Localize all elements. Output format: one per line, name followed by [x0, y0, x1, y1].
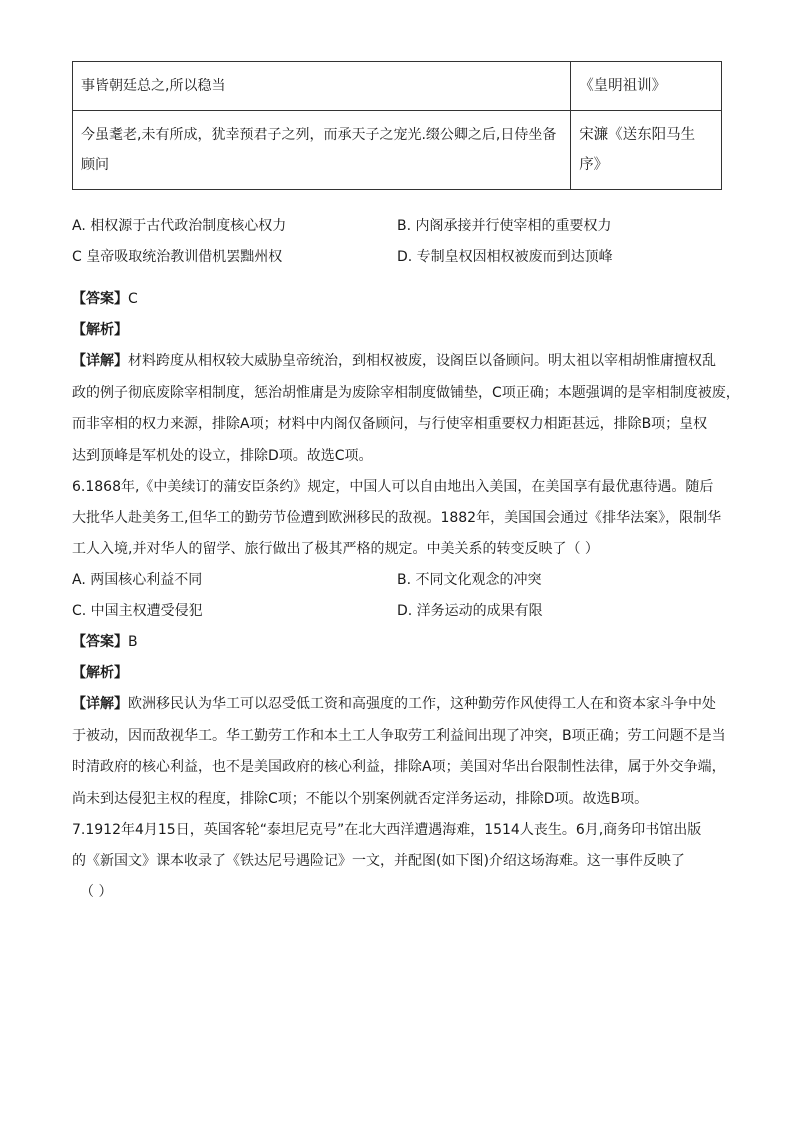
option-b: B. 不同文化观念的冲突 — [397, 572, 542, 588]
question-stem: 工人入境,并对华人的留学、旅行做出了极其严格的规定。中美关系的转变反映了（ ） — [72, 541, 599, 557]
question-stem: 大批华人赴美务工,但华工的勤劳节俭遭到欧洲移民的敌视。1882年，美国国会通过《排华法案》，限制华 — [72, 510, 722, 526]
option-a: A. 两国核心利益不同 — [72, 572, 203, 588]
option-b: B. 内阁承接并行使宰相的重要权力 — [397, 218, 612, 234]
table-cell-source: 宋濂《送东阳马生序》 — [571, 111, 722, 190]
answer-label: 【答案】 — [72, 291, 128, 307]
question-stem: 的《新国文》课本收录了《铁达尼号遇险记》一文，并配图(如下图)介绍这场海难。这一事件反映了 — [72, 853, 685, 869]
answer-line — [72, 288, 138, 308]
detail-line: 政的例子彻底废除宰相制度，惩治胡惟庸是为废除宰相制度做铺垫，C项正确；本题强调的是宰相制度被废， — [72, 385, 740, 401]
option-a: A. 相权源于古代政治制度核心权力 — [72, 218, 287, 234]
question-stem: 6.1868年,《中美续订的蒲安臣条约》规定，中国人可以自由地出入美国，在美国享有最优惠待遇。随后 — [72, 479, 714, 495]
option-c: C. 中国主权遭受侵犯 — [72, 603, 203, 619]
option-d: D. 洋务运动的成果有限 — [397, 603, 543, 619]
answer-value: C — [128, 291, 138, 307]
detail-line: 而非宰相的权力来源，排除A项；材料中内阁仅备顾问，与行使宰相重要权力相距甚远，排除B项；皇权 — [72, 416, 708, 432]
detail-label: 【详解】 — [72, 696, 128, 712]
detail-label: 【详解】 — [72, 353, 128, 369]
detail-line: 【详解】欧洲移民认为华工可以忍受低工资和高强度的工作，这种勤劳作风使得工人在和资本家斗争中处 — [72, 696, 716, 712]
question-stem: （ ） — [80, 884, 113, 900]
question-stem: 7.1912年4月15日，英国客轮“泰坦尼克号”在北大西洋遭遇海难，1514人丧生。6月,商务印书馆出版 — [72, 822, 702, 838]
table-cell-source: 《皇明祖训》 — [571, 62, 722, 111]
table-row — [73, 62, 722, 111]
detail-line: 于被动，因而敌视华工。华工勤劳工作和本土工人争取劳工利益间出现了冲突，B项正确；劳工问题不是当 — [72, 728, 726, 744]
table-cell-quote: 今虽耄老,未有所成，犹幸预君子之列，而承天子之宠光.缀公卿之后,日侍坐备顾问 — [73, 111, 571, 190]
source-table — [72, 61, 722, 190]
analysis-label: 【解析】 — [72, 322, 128, 338]
table-cell-quote: 事皆朝廷总之,所以稳当 — [73, 62, 571, 111]
answer-value: B — [128, 634, 138, 650]
detail-line: 时清政府的核心利益，也不是美国政府的核心利益，排除A项；美国对华出台限制性法律，属于外交争端， — [72, 759, 726, 775]
detail-line: 尚未到达侵犯主权的程度，排除C项；不能以个别案例就否定洋务运动，排除D项。故选B项。 — [72, 791, 649, 807]
detail-line: 达到顶峰是军机处的设立，排除D项。故选C项。 — [72, 448, 373, 464]
table-row — [73, 111, 722, 190]
answer-line — [72, 631, 138, 651]
detail-line: 【详解】材料跨度从相权较大威胁皇帝统治，到相权被废，设阁臣以备顾问。明太祖以宰相胡惟庸擅权乱 — [72, 353, 716, 369]
option-c: C 皇帝吸取统治教训借机罢黜州权 — [72, 249, 283, 265]
option-d: D. 专制皇权因相权被废而到达顶峰 — [397, 249, 613, 265]
answer-label: 【答案】 — [72, 634, 128, 650]
analysis-label: 【解析】 — [72, 665, 128, 681]
